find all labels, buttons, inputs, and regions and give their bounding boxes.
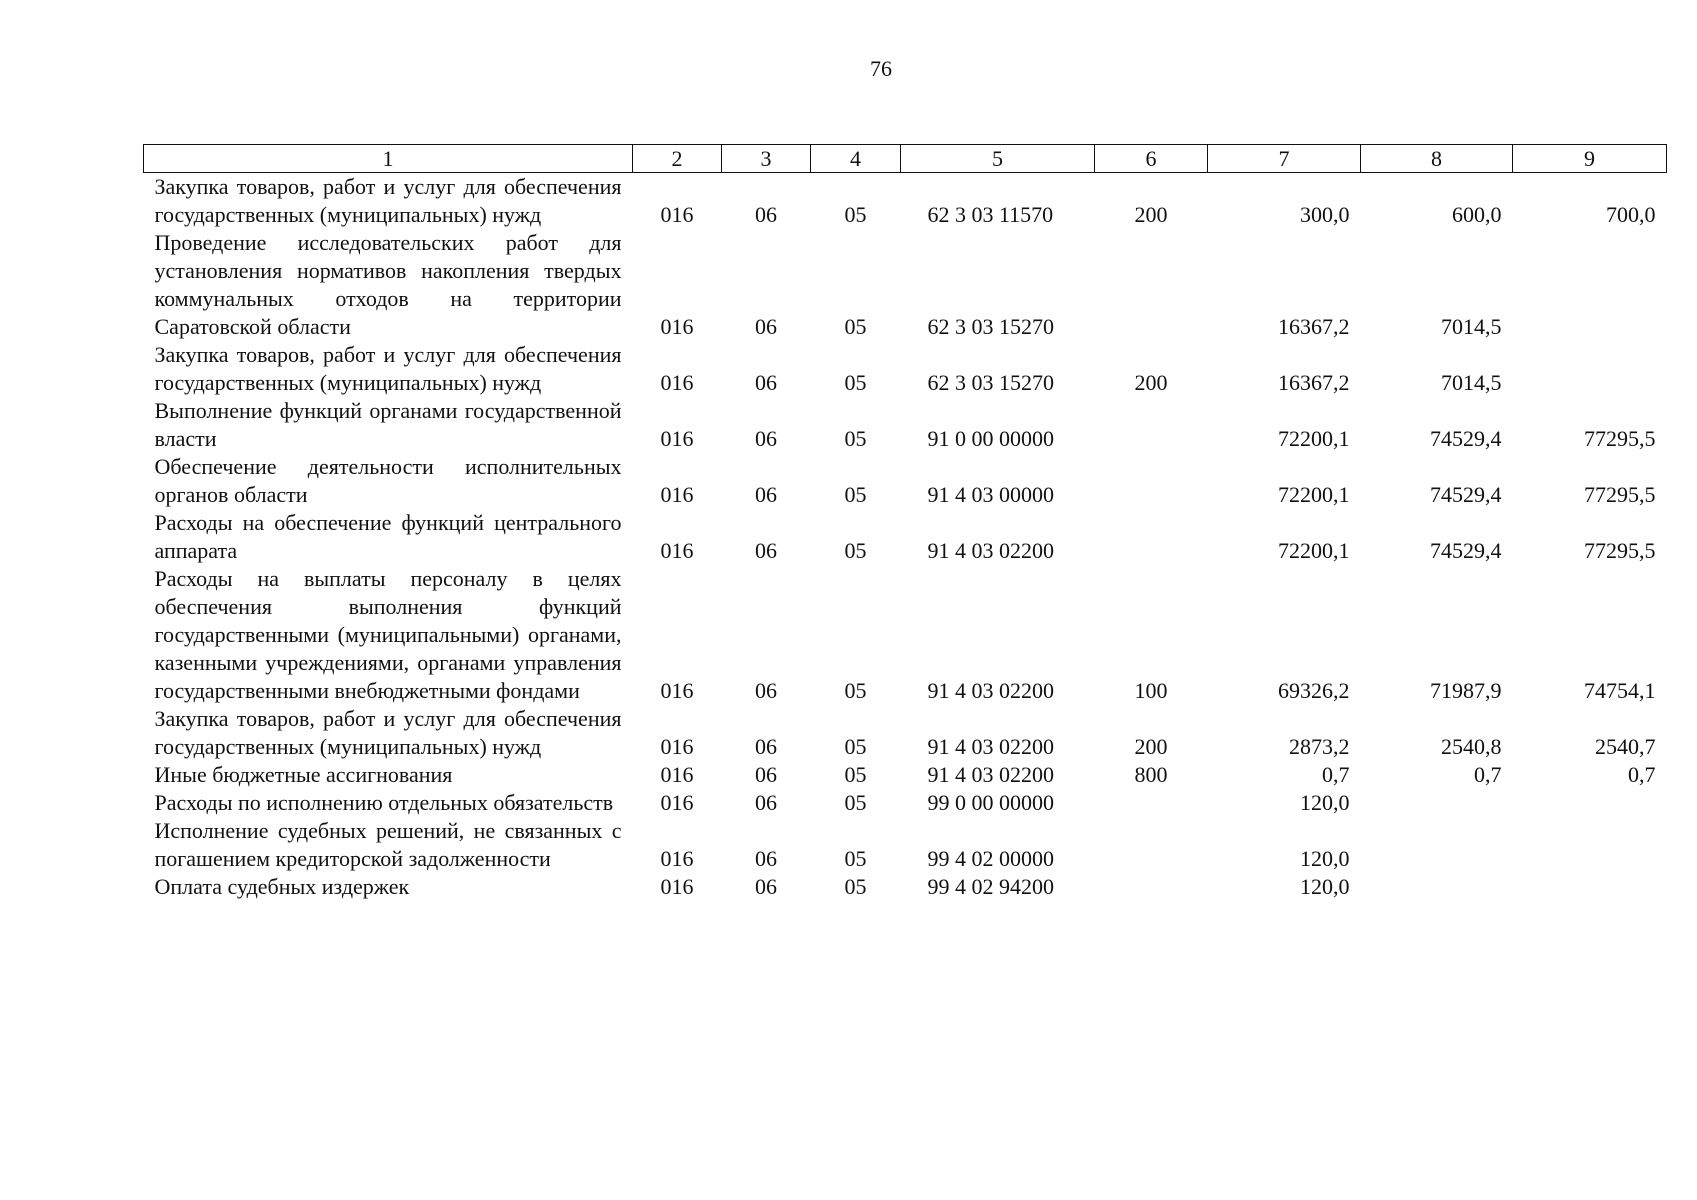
- row-value-col9: 0,7: [1628, 762, 1656, 787]
- row-target-code: 91 0 00 00000: [927, 426, 1054, 451]
- row-value-col8: 7014,5: [1441, 370, 1502, 395]
- row-expense-type: [1095, 509, 1208, 565]
- row-name: Исполнение судебных решений, не связанных с погашением кредиторской задолженности: [154, 818, 622, 871]
- row-value-col9: 77295,5: [1584, 538, 1656, 563]
- row-value-col9: 700,0: [1606, 202, 1656, 227]
- header-col-4: 4: [811, 145, 901, 173]
- row-value-col8: 600,0: [1452, 202, 1502, 227]
- header-row: [144, 145, 1667, 173]
- row-subsection: 05: [844, 790, 867, 815]
- row-expense-type: [1095, 873, 1208, 901]
- table-row: [144, 873, 1667, 901]
- row-admin-code: 016: [660, 790, 694, 815]
- row-value-col7: 16367,2: [1278, 314, 1350, 339]
- row-section: 06: [755, 202, 777, 227]
- row-name: Расходы на выплаты персоналу в целях обеспечения выполнения функций государственными (муниципальными) органами, казенными учреждениями, органами управления государственными внебюджетными фондами: [154, 566, 622, 703]
- row-expense-type: 100: [1134, 678, 1168, 703]
- row-subsection: 05: [844, 678, 867, 703]
- row-admin-code: 016: [660, 202, 694, 227]
- row-section: 06: [755, 370, 777, 395]
- row-admin-code: 016: [660, 370, 694, 395]
- row-subsection: 05: [844, 482, 867, 507]
- row-expense-type: [1095, 229, 1208, 341]
- row-subsection: 05: [844, 538, 867, 563]
- row-expense-type: 200: [1134, 202, 1168, 227]
- header-col-8: 8: [1361, 145, 1513, 173]
- row-name: Закупка товаров, работ и услуг для обеспечения государственных (муниципальных) нужд: [154, 342, 622, 395]
- row-admin-code: 016: [660, 678, 694, 703]
- row-section: 06: [755, 846, 777, 871]
- row-admin-code: 016: [660, 482, 694, 507]
- row-value-col7: 0,7: [1322, 762, 1350, 787]
- row-subsection: 05: [844, 426, 867, 451]
- row-section: 06: [755, 678, 777, 703]
- header-col-9: 9: [1513, 145, 1667, 173]
- row-name: Обеспечение деятельности исполнительных органов области: [154, 454, 622, 507]
- row-value-col8: 7014,5: [1441, 314, 1502, 339]
- row-name: Расходы по исполнению отдельных обязательств: [154, 790, 614, 815]
- row-target-code: 99 0 00 00000: [927, 790, 1054, 815]
- row-value-col7: 72200,1: [1278, 538, 1350, 563]
- table-body: [144, 173, 1667, 902]
- row-value-col7: 2873,2: [1289, 734, 1350, 759]
- row-admin-code: 016: [660, 314, 694, 339]
- header-col-5: 5: [901, 145, 1095, 173]
- row-value-col7: 120,0: [1300, 874, 1350, 899]
- page-number: 76: [870, 56, 892, 81]
- row-expense-type: [1095, 397, 1208, 453]
- row-value-col8: 74529,4: [1430, 426, 1502, 451]
- row-admin-code: 016: [660, 762, 694, 787]
- header-col-6: 6: [1095, 145, 1208, 173]
- row-subsection: 05: [844, 846, 867, 871]
- row-subsection: 05: [844, 370, 867, 395]
- row-expense-type: 800: [1134, 762, 1168, 787]
- row-expense-type: [1095, 453, 1208, 509]
- row-expense-type: 200: [1134, 734, 1168, 759]
- table-row: [144, 341, 1667, 397]
- row-value-col8: 74529,4: [1430, 482, 1502, 507]
- row-target-code: 91 4 03 00000: [927, 482, 1054, 507]
- row-section: 06: [755, 482, 777, 507]
- row-section: 06: [755, 314, 777, 339]
- row-section: 06: [755, 790, 777, 815]
- row-name: Проведение исследовательских работ для установления нормативов накопления твердых коммунальных отходов на территории Саратовской области: [154, 230, 622, 339]
- row-target-code: 99 4 02 00000: [927, 846, 1054, 871]
- row-target-code: 91 4 03 02200: [927, 678, 1054, 703]
- row-value-col7: 300,0: [1300, 202, 1350, 227]
- row-admin-code: 016: [660, 874, 694, 899]
- row-value-col9: 74754,1: [1584, 678, 1656, 703]
- row-value-col7: 72200,1: [1278, 426, 1350, 451]
- row-admin-code: 016: [660, 846, 694, 871]
- row-target-code: 62 3 03 15270: [927, 370, 1054, 395]
- row-name: Иные бюджетные ассигнования: [154, 762, 453, 787]
- row-name: Закупка товаров, работ и услуг для обеспечения государственных (муниципальных) нужд: [154, 706, 622, 759]
- row-value-col8: [1361, 789, 1513, 817]
- row-section: 06: [755, 538, 777, 563]
- row-expense-type: 200: [1134, 370, 1168, 395]
- row-section: 06: [755, 874, 777, 899]
- row-target-code: 62 3 03 11570: [927, 202, 1054, 227]
- row-value-col9: 77295,5: [1584, 482, 1656, 507]
- row-value-col8: [1361, 817, 1513, 873]
- row-subsection: 05: [844, 202, 867, 227]
- row-value-col9: [1513, 341, 1667, 397]
- row-section: 06: [755, 762, 777, 787]
- row-value-col9: [1513, 229, 1667, 341]
- row-value-col9: [1513, 817, 1667, 873]
- row-value-col8: 74529,4: [1430, 538, 1502, 563]
- row-value-col9: [1513, 873, 1667, 901]
- row-target-code: 91 4 03 02200: [927, 734, 1054, 759]
- row-name: Оплата судебных издержек: [154, 874, 410, 899]
- row-section: 06: [755, 426, 777, 451]
- table-header: [144, 145, 1667, 173]
- row-value-col8: 0,7: [1474, 762, 1502, 787]
- row-subsection: 05: [844, 314, 867, 339]
- row-expense-type: [1095, 789, 1208, 817]
- row-subsection: 05: [844, 874, 867, 899]
- row-name: Закупка товаров, работ и услуг для обеспечения государственных (муниципальных) нужд: [154, 174, 622, 227]
- row-admin-code: 016: [660, 538, 694, 563]
- row-admin-code: 016: [660, 734, 694, 759]
- row-target-code: 91 4 03 02200: [927, 762, 1054, 787]
- row-value-col8: [1361, 873, 1513, 901]
- row-value-col9: [1513, 789, 1667, 817]
- table-row: [144, 397, 1667, 453]
- row-value-col9: 2540,7: [1595, 734, 1656, 759]
- row-target-code: 99 4 02 94200: [927, 874, 1054, 899]
- row-name: Выполнение функций органами государственной власти: [154, 398, 622, 451]
- row-value-col7: 16367,2: [1278, 370, 1350, 395]
- header-col-1: 1: [144, 145, 633, 173]
- row-value-col7: 72200,1: [1278, 482, 1350, 507]
- table-row: [144, 789, 1667, 817]
- row-admin-code: 016: [660, 426, 694, 451]
- row-name: Расходы на обеспечение функций центрального аппарата: [154, 510, 622, 563]
- header-col-7: 7: [1208, 145, 1361, 173]
- table-row: [144, 173, 1667, 230]
- row-subsection: 05: [844, 734, 867, 759]
- budget-table: [143, 144, 1667, 901]
- row-value-col7: 69326,2: [1278, 678, 1350, 703]
- row-value-col8: 71987,9: [1430, 678, 1502, 703]
- table-row: [144, 761, 1667, 789]
- header-col-2: 2: [633, 145, 722, 173]
- table-row: [144, 509, 1667, 565]
- table-row: [144, 705, 1667, 761]
- table-row: [144, 453, 1667, 509]
- table-row: [144, 229, 1667, 341]
- row-value-col7: 120,0: [1300, 846, 1350, 871]
- row-value-col7: 120,0: [1300, 790, 1350, 815]
- row-value-col9: 77295,5: [1584, 426, 1656, 451]
- table-row: [144, 817, 1667, 873]
- row-target-code: 62 3 03 15270: [927, 314, 1054, 339]
- row-value-col8: 2540,8: [1441, 734, 1502, 759]
- row-section: 06: [755, 734, 777, 759]
- table-row: [144, 565, 1667, 705]
- row-target-code: 91 4 03 02200: [927, 538, 1054, 563]
- row-subsection: 05: [844, 762, 867, 787]
- row-expense-type: [1095, 817, 1208, 873]
- header-col-3: 3: [722, 145, 811, 173]
